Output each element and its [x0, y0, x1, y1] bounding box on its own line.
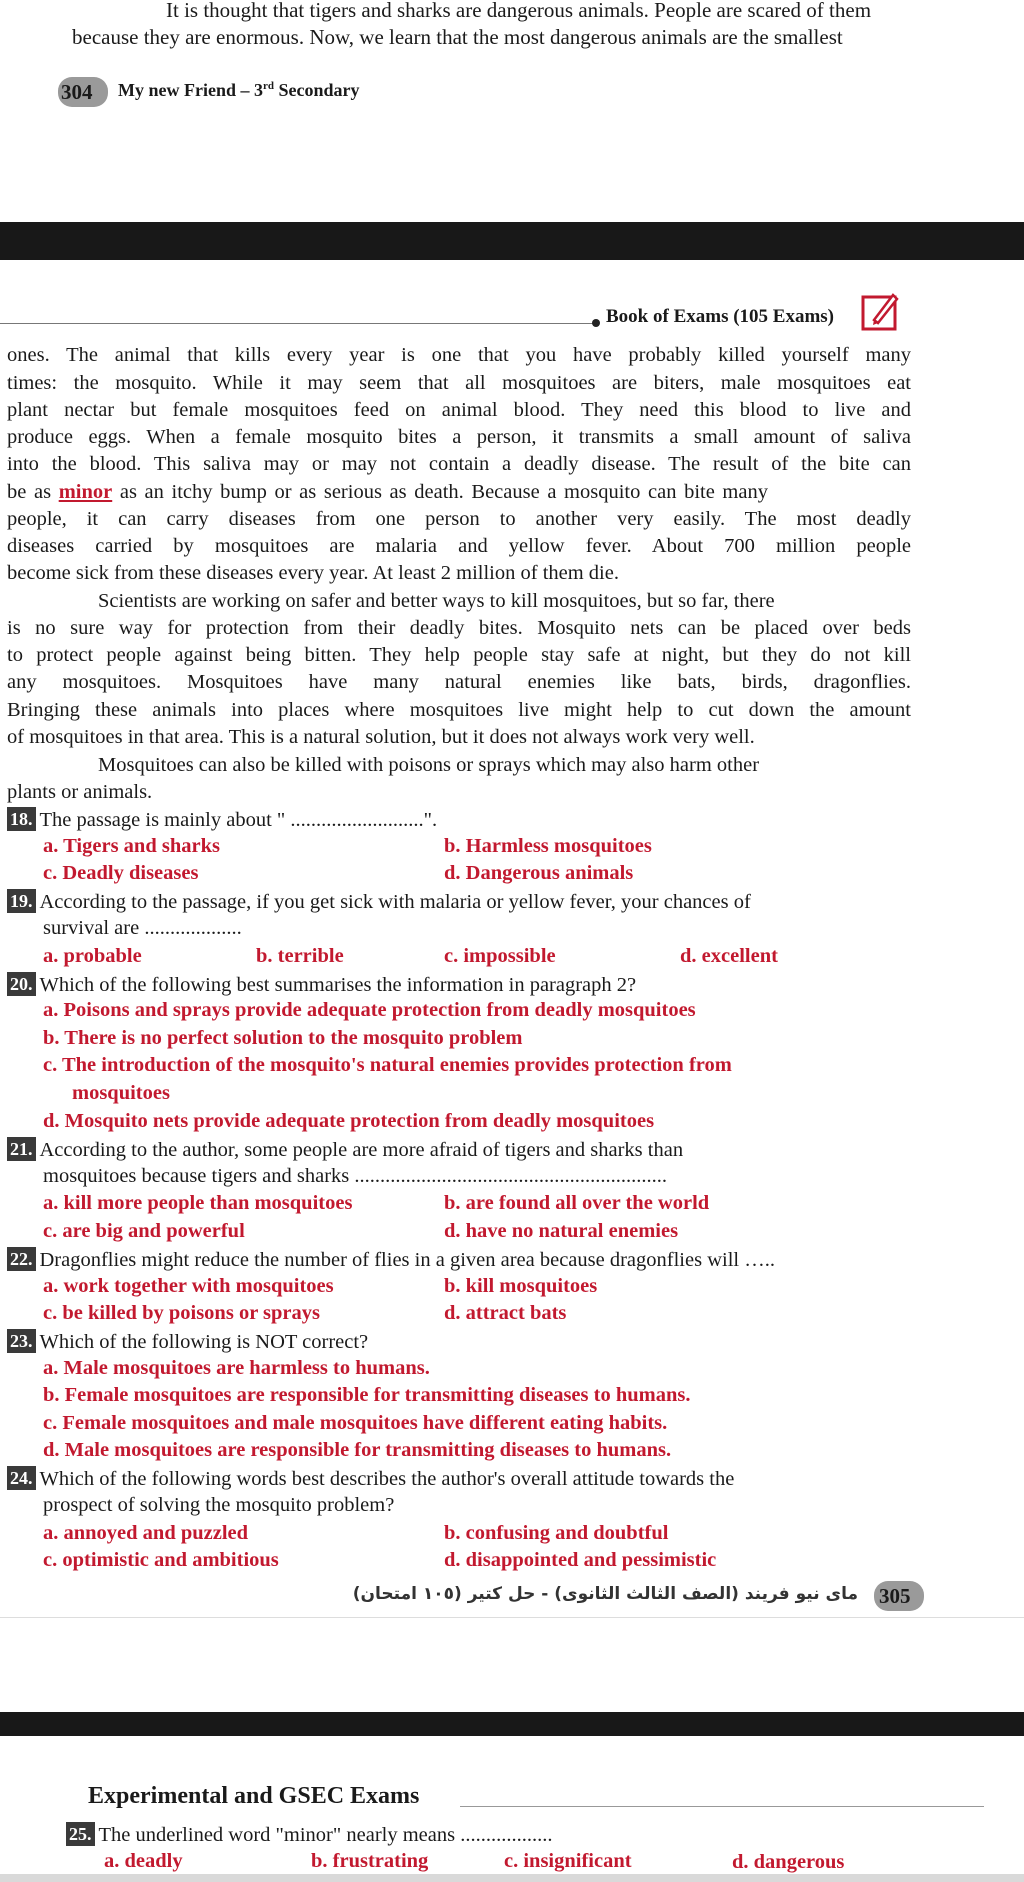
option-21c[interactable]: c. are big and powerful: [43, 1220, 245, 1242]
option-23a[interactable]: a. Male mosquitoes are harmless to humans.: [43, 1357, 430, 1379]
page-number-305: 305: [879, 1584, 911, 1608]
question-number: 22.: [7, 1247, 36, 1271]
book-title-top: [118, 80, 359, 101]
option-25b[interactable]: b. frustrating: [311, 1850, 429, 1872]
question-text: The passage is mainly about " ..........................".: [39, 809, 438, 831]
pencil-notebook-icon: [860, 292, 900, 332]
footer-arabic-title: ماى نيو فريند (الصف الثالث الثانوى) - حل كتير (١٠٥ امتحان): [352, 1584, 858, 1604]
passage-line-minor: [7, 479, 911, 507]
passage-line: people, it can carry diseases from one person to another very easily. The most deadly: [7, 508, 911, 530]
option-20b[interactable]: b. There is no perfect solution to the mosquito problem: [43, 1027, 523, 1049]
passage-line: diseases carried by mosquitoes are malaria and yellow fever. About 700 million people: [7, 535, 911, 557]
option-23c[interactable]: c. Female mosquitoes and male mosquitoes have different eating habits.: [43, 1412, 668, 1434]
question-24: [7, 1466, 734, 1491]
header-rule-dot: [592, 319, 600, 327]
question-text: The underlined word "minor" nearly means ..................: [98, 1824, 553, 1846]
option-18a[interactable]: a. Tigers and sharks: [43, 835, 220, 857]
option-19c[interactable]: c. impossible: [444, 945, 556, 967]
section-heading: Experimental and GSEC Exams: [88, 1783, 420, 1809]
passage-line: any mosquitoes. Mosquitoes have many natural enemies like bats, birds, dragonflies.: [7, 671, 911, 693]
question-text: Which of the following is NOT correct?: [39, 1331, 369, 1353]
option-19b[interactable]: b. terrible: [256, 945, 344, 967]
question-25: [66, 1822, 552, 1847]
question-21: [7, 1137, 683, 1162]
header-rule: [0, 323, 594, 324]
passage-para3-first: Mosquitoes can also be killed with poisons or sprays which may also harm other: [98, 754, 760, 776]
passage-para2-first: Scientists are working on safer and better ways to kill mosquitoes, but so far, there: [98, 590, 775, 612]
passage-line: of mosquitoes in that area. This is a natural solution, but it does not always work very well.: [7, 726, 755, 748]
book-title-text: My new Friend – 3: [118, 80, 263, 100]
question-number: 19.: [7, 889, 36, 913]
option-24b[interactable]: b. confusing and doubtful: [444, 1522, 669, 1544]
question-text: Which of the following words best describes the author's overall attitude towards the: [39, 1468, 735, 1490]
question-text: According to the passage, if you get sick with malaria or yellow fever, your chances of: [39, 891, 751, 913]
option-19d[interactable]: d. excellent: [680, 945, 778, 967]
option-21b[interactable]: b. are found all over the world: [444, 1192, 710, 1214]
question-24-text-2: prospect of solving the mosquito problem?: [43, 1494, 395, 1516]
passage-line: Bringing these animals into places where mosquitoes live might help to cut down the amount: [7, 699, 911, 721]
passage-line: times: the mosquito. While it may seem that all mosquitoes are biters, male mosquitoes eat: [7, 372, 911, 394]
footer-rule: [0, 1617, 1024, 1618]
option-25c[interactable]: c. insignificant: [504, 1850, 632, 1872]
passage-line: into the blood. This saliva may or may not contain a deadly disease. The result of the bite can: [7, 453, 911, 475]
option-24d[interactable]: d. disappointed and pessimistic: [444, 1549, 717, 1571]
option-18d[interactable]: d. Dangerous animals: [444, 862, 634, 884]
passage-minor-after: as an itchy bump or as serious as death. Because a mosquito can bite many: [112, 481, 768, 503]
passage-line: plant nectar but female mosquitoes feed on animal blood. They need this blood to live and: [7, 399, 911, 421]
question-number: 18.: [7, 807, 36, 831]
passage-line: plants or animals.: [7, 781, 153, 803]
question-19-text-2: survival are ...................: [43, 917, 242, 939]
section-heading-rule: [460, 1806, 984, 1807]
option-20a[interactable]: a. Poisons and sprays provide adequate protection from deadly mosquitoes: [43, 999, 696, 1021]
option-25d[interactable]: d. dangerous: [732, 1851, 845, 1873]
top-text-line-1: It is thought that tigers and sharks are dangerous animals. People are scared of them: [166, 0, 872, 22]
option-18c[interactable]: c. Deadly diseases: [43, 862, 199, 884]
bottom-edge-strip: [0, 1874, 1024, 1882]
passage-line: produce eggs. When a female mosquito bites a person, it transmits a small amount of saliva: [7, 426, 911, 448]
underlined-word-minor: minor: [58, 481, 113, 503]
question-21-text-2: mosquitoes because tigers and sharks .............................................................: [43, 1165, 668, 1187]
header-title: Book of Exams (105 Exams): [606, 306, 835, 327]
passage-minor-before: be as: [7, 481, 59, 503]
option-22c[interactable]: c. be killed by poisons or sprays: [43, 1302, 321, 1324]
page-separator-band-bottom: [0, 1712, 1024, 1736]
book-title-end: Secondary: [273, 80, 360, 100]
question-22: [7, 1247, 775, 1272]
question-text: According to the author, some people are more afraid of tigers and sharks than: [39, 1139, 684, 1161]
option-21a[interactable]: a. kill more people than mosquitoes: [43, 1192, 353, 1214]
option-21d[interactable]: d. have no natural enemies: [444, 1220, 679, 1242]
option-22a[interactable]: a. work together with mosquitoes: [43, 1275, 334, 1297]
question-18: [7, 807, 437, 832]
page-separator-band-top: [0, 222, 1024, 260]
option-25a[interactable]: a. deadly: [104, 1850, 183, 1872]
question-text: Which of the following best summarises the information in paragraph 2?: [39, 974, 637, 996]
option-22b[interactable]: b. kill mosquitoes: [444, 1275, 598, 1297]
option-23b[interactable]: b. Female mosquitoes are responsible for transmitting diseases to humans.: [43, 1384, 691, 1406]
question-number: 23.: [7, 1329, 36, 1353]
question-20: [7, 972, 636, 997]
page-number-304: 304: [61, 80, 93, 104]
option-23d[interactable]: d. Male mosquitoes are responsible for transmitting diseases to humans.: [43, 1439, 672, 1461]
option-19a[interactable]: a. probable: [43, 945, 142, 967]
passage-line: ones. The animal that kills every year is one that you have probably killed yourself many: [7, 344, 911, 366]
option-24c[interactable]: c. optimistic and ambitious: [43, 1549, 279, 1571]
passage-line: become sick from these diseases every year. At least 2 million of them die.: [7, 562, 619, 584]
option-22d[interactable]: d. attract bats: [444, 1302, 567, 1324]
question-text: Dragonflies might reduce the number of flies in a given area because dragonflies will …..: [39, 1249, 775, 1271]
option-18b[interactable]: b. Harmless mosquitoes: [444, 835, 652, 857]
book-title-sup: rd: [262, 80, 274, 92]
passage-line: to protect people against being bitten. They help people stay safe at night, but they do not kill: [7, 644, 911, 666]
question-19: [7, 889, 751, 914]
option-20d[interactable]: d. Mosquito nets provide adequate protection from deadly mosquitoes: [43, 1110, 655, 1132]
question-23: [7, 1329, 368, 1354]
passage-line: is no sure way for protection from their deadly bites. Mosquito nets can be placed over beds: [7, 617, 911, 639]
option-20c[interactable]: c. The introduction of the mosquito's natural enemies provides protection from: [43, 1054, 732, 1076]
question-number: 21.: [7, 1137, 36, 1161]
top-text-line-2: because they are enormous. Now, we learn that the most dangerous animals are the smallest: [72, 25, 843, 49]
option-24a[interactable]: a. annoyed and puzzled: [43, 1522, 249, 1544]
option-20c-cont[interactable]: mosquitoes: [72, 1082, 170, 1104]
question-number: 25.: [66, 1822, 95, 1846]
question-number: 20.: [7, 972, 36, 996]
question-number: 24.: [7, 1466, 36, 1490]
